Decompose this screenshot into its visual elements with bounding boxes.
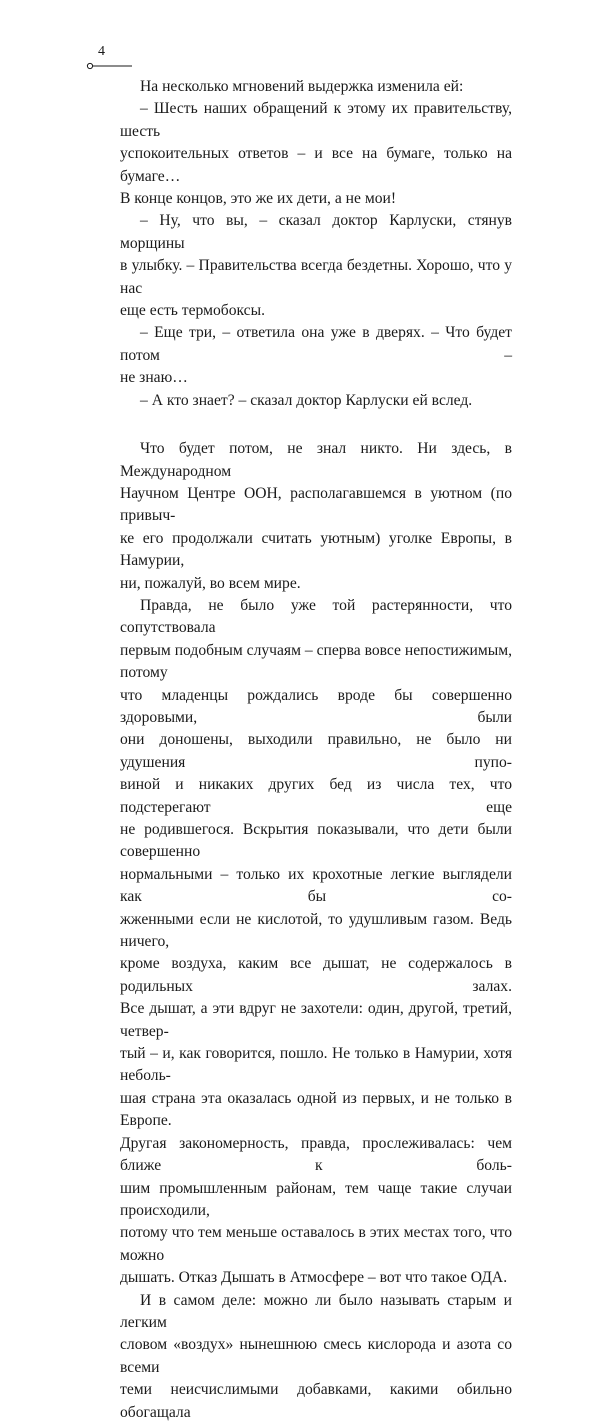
- text-line-continuation: не родившегося. Вскрытия показывали, что дети были совершенно: [120, 821, 512, 861]
- section-gap: [120, 412, 512, 438]
- text-paragraph: Правда, не было уже той растерянности, что сопутствовала: [120, 596, 512, 637]
- text-line-continuation: Все дышат, а эти вдруг не захотели: один, другой, третий, четвер-: [120, 1000, 512, 1040]
- text-paragraph: – Еще три, – ответила она уже в дверях. – Что будет потом –: [120, 324, 512, 364]
- text-line-continuation: теми неисчислимыми добавками, какими обильно обогащала: [120, 1381, 512, 1421]
- text-paragraph: – Ну, что вы, – сказал доктор Карлуски, стянув морщины: [120, 212, 512, 252]
- text-line-continuation: ни, пожалуй, во всем мире.: [120, 574, 301, 592]
- text-line-continuation: дышать. Отказ Дышать в Атмосфере – вот что такое ОДА.: [120, 1269, 508, 1287]
- text-line-continuation: в улыбку. – Правительства всегда бездетны. Хорошо, что у нас: [120, 257, 512, 297]
- text-paragraph: – Шесть наших обращений к этому их правительству, шесть: [120, 100, 512, 140]
- text-paragraph: Что будет потом, не знал никто. Ни здесь, в Международном: [120, 440, 512, 480]
- text-line-continuation: еще есть термобоксы.: [120, 302, 265, 320]
- text-paragraph: – А кто знает? – сказал доктор Карлуски ей вслед.: [140, 391, 473, 409]
- text-line-continuation: ке его продолжали считать уютным) уголке Европы, в Намурии,: [120, 529, 512, 570]
- text-line-continuation: В конце концов, это же их дети, а не мои!: [120, 190, 397, 208]
- text-line-continuation: Другая закономерность, правда, прослеживалась: чем ближе к боль-: [120, 1134, 512, 1175]
- page-number: 4: [98, 44, 105, 59]
- text-line-continuation: виной и никаких других бед из числа тех, что подстерегают еще: [120, 776, 512, 816]
- text-paragraph: На несколько мгновений выдержка изменила ей:: [140, 78, 464, 95]
- text-line-continuation: они доношены, выходили правильно, не было ни удушения пупо-: [120, 731, 512, 771]
- text-line-continuation: жженными если не кислотой, то удушливым газом. Ведь ничего,: [120, 910, 512, 951]
- text-line-continuation: первым подобным случаям – сперва вовсе непостижимым, потому: [120, 641, 512, 682]
- text-line-continuation: потому что тем меньше оставалось в этих местах того, что можно: [120, 1224, 512, 1264]
- text-line-continuation: Научном Центре ООН, располагавшемся в уютном (по привыч-: [120, 484, 512, 525]
- text-line-continuation: шим промышленным районам, тем чаще такие случаи происходили,: [120, 1179, 512, 1219]
- page-number-rule: [86, 62, 132, 70]
- text-line-continuation: что младенцы рождались вроде бы совершенно здоровыми, были: [120, 686, 512, 726]
- text-line-continuation: кроме воздуха, каким все дышат, не содержалось в родильных залах.: [120, 955, 512, 995]
- text-line-continuation: нормальными – только их крохотные легкие выглядели как бы со-: [120, 865, 512, 906]
- text-line-continuation: шая страна эта оказалась одной из первых, и не только в Европе.: [120, 1089, 512, 1130]
- text-line-continuation: не знаю…: [120, 369, 188, 387]
- text-line-continuation: успокоительных ответов – и все на бумаге, только на бумаге…: [120, 145, 512, 185]
- text-line-continuation: словом «воздух» нынешнюю смесь кислорода и азота со всеми: [120, 1336, 512, 1376]
- text-line-continuation: тый – и, как говорится, пошло. Не только в Намурии, хотя неболь-: [120, 1045, 512, 1085]
- text-paragraph: И в самом деле: можно ли было называть старым и легким: [120, 1291, 512, 1331]
